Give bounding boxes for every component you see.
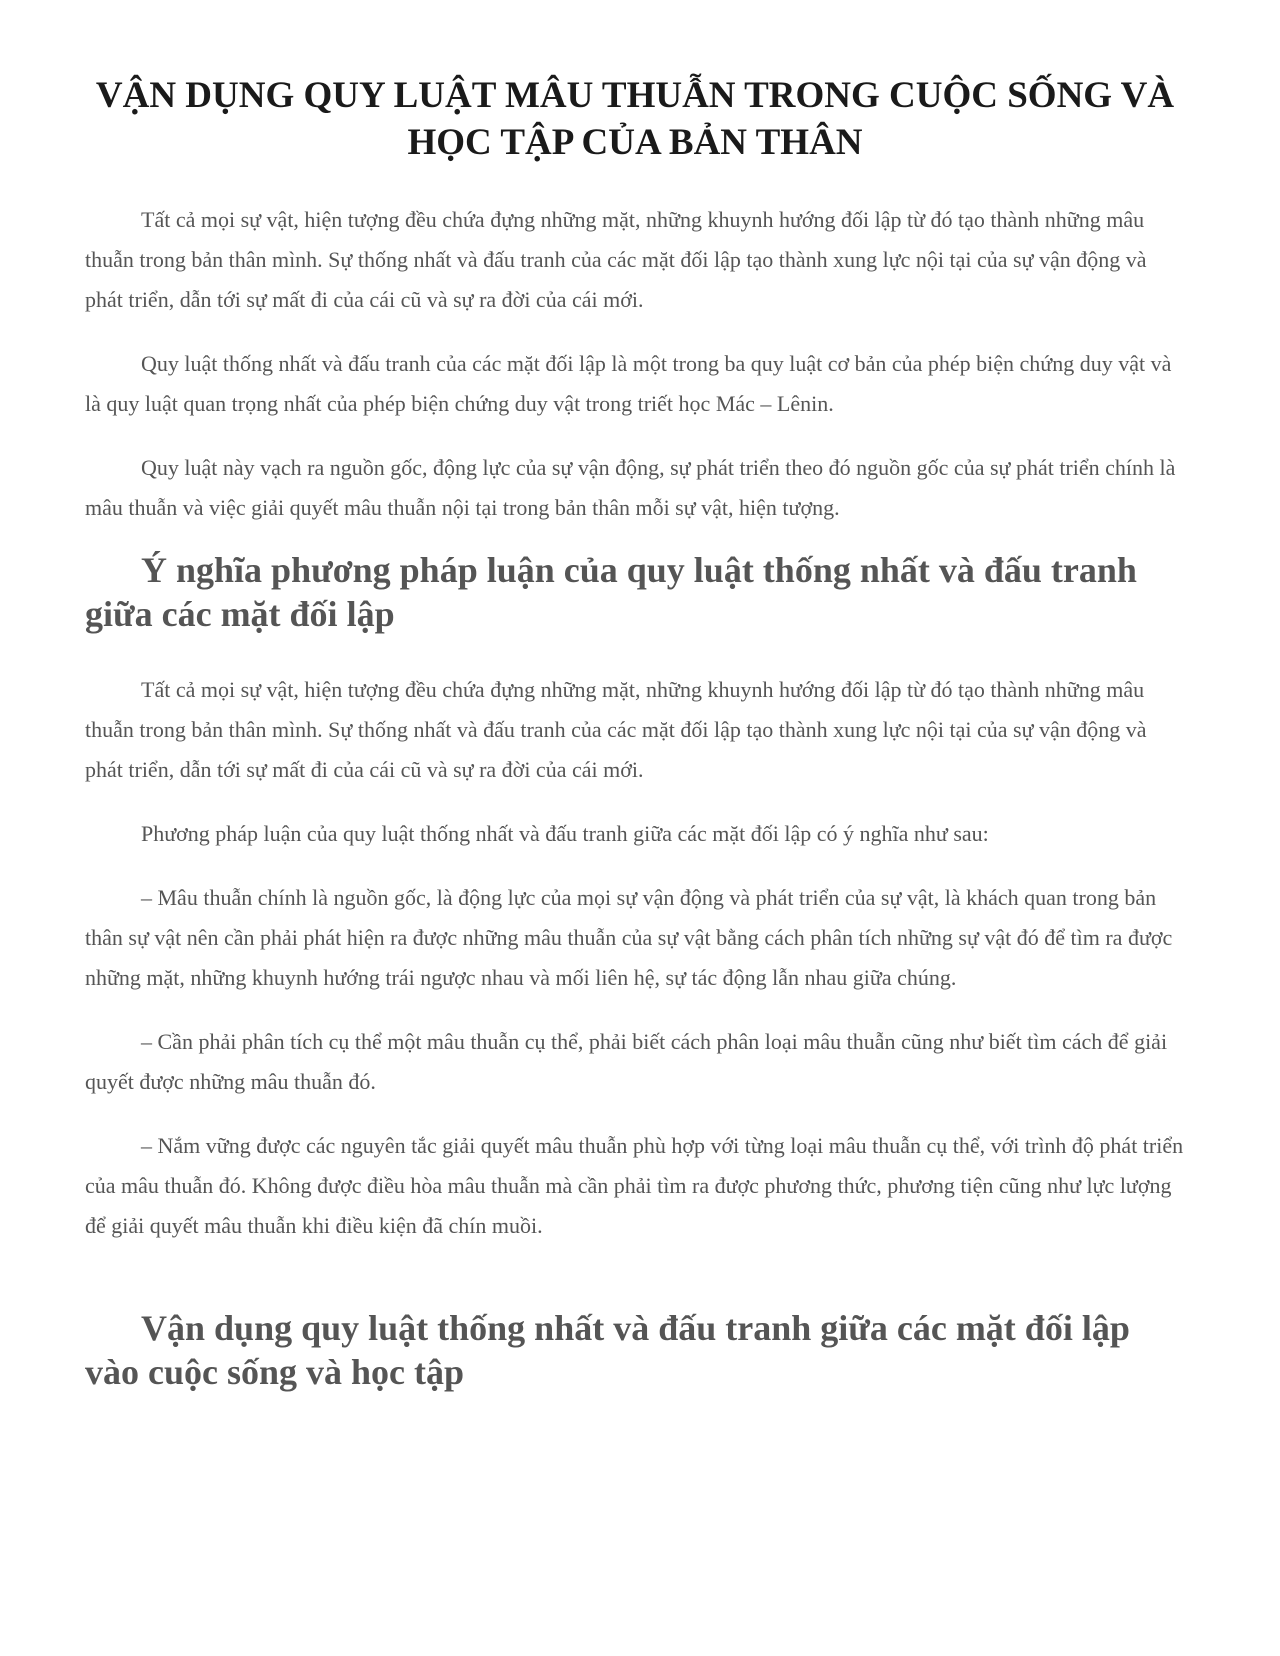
section1-paragraph-3: – Mâu thuẫn chính là nguồn gốc, là động lực của mọi sự vận động và phát triển của sự vật, là khách quan trong bản thân sự vật nên cần phải phát hiện ra được những mâu thuẫn của sự vật bằng cách phân tích những sự vật đó để tìm ra được những mặt, những khuynh hướng trái ngược nhau và mối liên hệ, sự tác động lẫn nhau giữa chúng. (85, 885, 1173, 990)
intro-paragraph-2: Quy luật thống nhất và đấu tranh của các mặt đối lập là một trong ba quy luật cơ bản của phép biện chứng duy vật và là quy luật quan trọng nhất của phép biện chứng duy vật trong triết học Mác – Lênin. (85, 351, 1172, 416)
section-heading-application: Vận dụng quy luật thống nhất và đấu tranh giữa các mặt đối lập vào cuộc sống và học tập (85, 1308, 1130, 1392)
intro-paragraph-3: Quy luật này vạch ra nguồn gốc, động lực của sự vận động, sự phát triển theo đó nguồn gốc của sự phát triển chính là mâu thuẫn và việc giải quyết mâu thuẫn nội tại trong bản thân mỗi sự vật, hiện tượng. (85, 455, 1176, 520)
section1-paragraph-1: Tất cả mọi sự vật, hiện tượng đều chứa đựng những mặt, những khuynh hướng đối lập từ đó tạo thành những mâu thuẫn trong bản thân mình. Sự thống nhất và đấu tranh của các mặt đối lập tạo thành xung lực nội tại của sự vận động và phát triển, dẫn tới sự mất đi của cái cũ và sự ra đời của cái mới. (85, 677, 1147, 782)
section1-paragraph-5: – Nắm vững được các nguyên tắc giải quyết mâu thuẫn phù hợp với từng loại mâu thuẫn cụ thể, với trình độ phát triển của mâu thuẫn đó. Không được điều hòa mâu thuẫn mà cần phải tìm ra được phương thức, phương tiện cũng như lực lượng để giải quyết mâu thuẫn khi điều kiện đã chín muồi. (85, 1133, 1184, 1238)
document-page (85, 72, 1185, 1394)
section1-paragraph-2: Phương pháp luận của quy luật thống nhất và đấu tranh giữa các mặt đối lập có ý nghĩa như sau: (141, 821, 989, 846)
section-heading-meaning: Ý nghĩa phương pháp luận của quy luật thống nhất và đấu tranh giữa các mặt đối lập (85, 550, 1137, 634)
section1-paragraph-4: – Cần phải phân tích cụ thể một mâu thuẫn cụ thể, phải biết cách phân loại mâu thuẫn cũng như biết tìm cách để giải quyết được những mâu thuẫn đó. (85, 1029, 1168, 1094)
document-title: VẬN DỤNG QUY LUẬT MÂU THUẪN TRONG CUỘC SỐNG VÀ HỌC TẬP CỦA BẢN THÂN (95, 75, 1175, 163)
intro-paragraph-1: Tất cả mọi sự vật, hiện tượng đều chứa đựng những mặt, những khuynh hướng đối lập từ đó tạo thành những mâu thuẫn trong bản thân mình. Sự thống nhất và đấu tranh của các mặt đối lập tạo thành xung lực nội tại của sự vận động và phát triển, dẫn tới sự mất đi của cái cũ và sự ra đời của cái mới. (85, 207, 1147, 312)
